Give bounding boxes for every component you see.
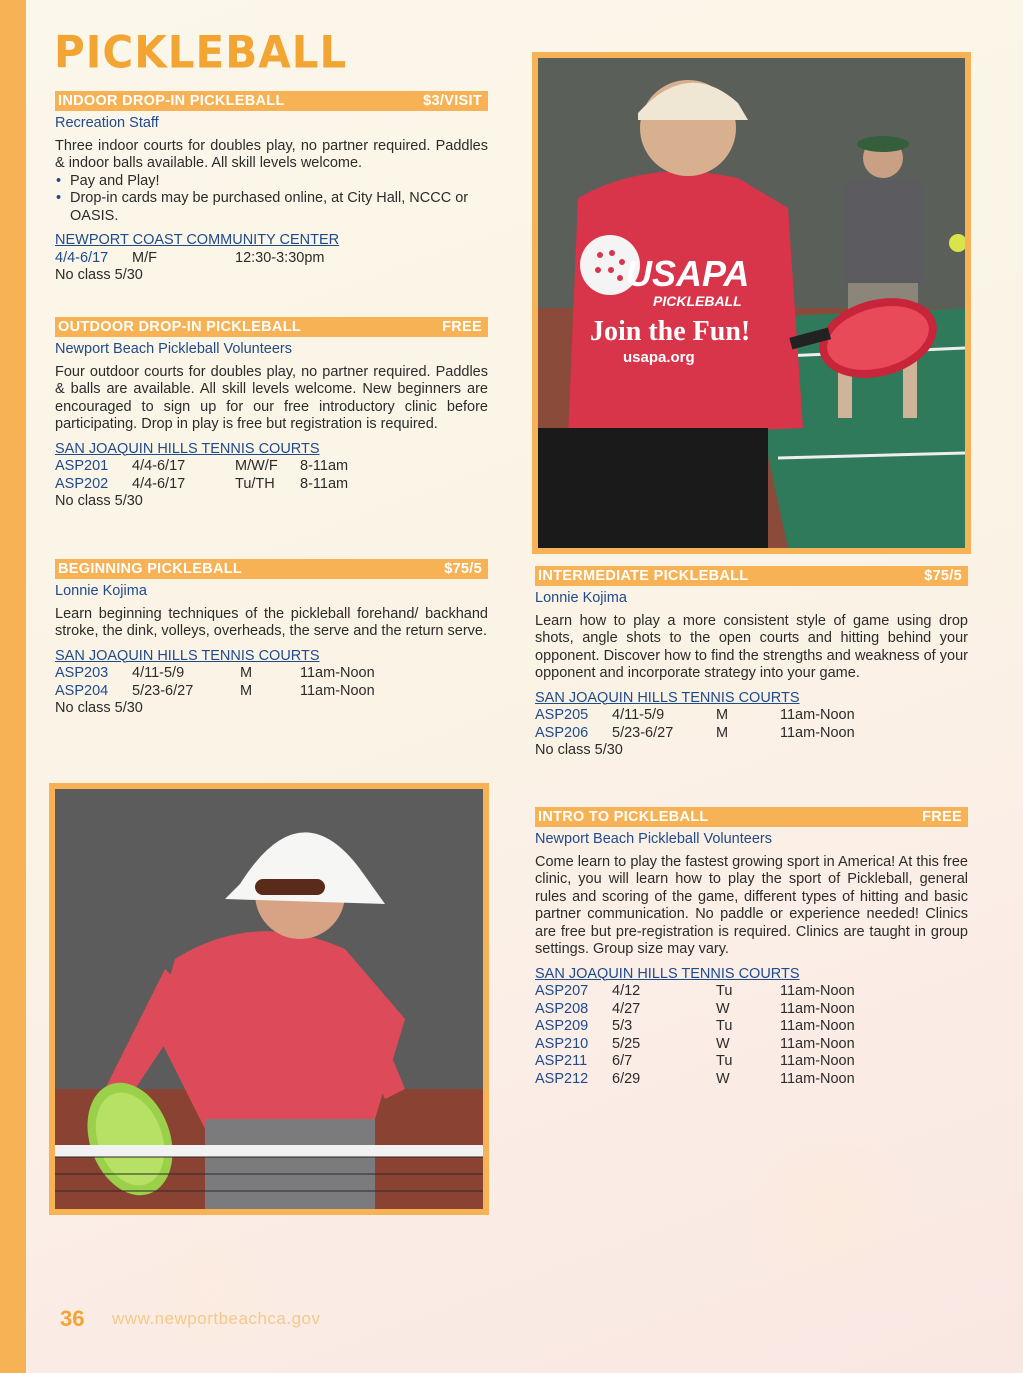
session-days: M (716, 724, 729, 741)
location-link[interactable]: NEWPORT COAST COMMUNITY CENTER (55, 232, 340, 248)
photo-woman-player (49, 783, 489, 1215)
location-link[interactable]: SAN JOAQUIN HILLS TENNIS COURTS (535, 965, 800, 982)
session-dates: 6/29 (612, 1070, 641, 1087)
session-time: 11am-Noon (780, 1053, 855, 1069)
session-dates: 5/3 (612, 1018, 633, 1034)
description: Four outdoor courts for doubles play, no partner required. Paddles & balls are available. All skill levels welcome. New beginners are encouraged to sign up for our free introductory clinic before participating. Drop in play is free but registration is required. (55, 363, 488, 432)
description: Learn beginning techniques of the pickleball forehand/ backhand stroke, the dink, volleys, overheads, the serve and the return serve. (55, 605, 488, 639)
session-time: 11am-Noon (300, 665, 375, 681)
session-dates: 4/4-6/17 (55, 249, 109, 266)
session-time: 11am-Noon (780, 724, 855, 741)
session-row (535, 725, 968, 743)
session-row (55, 250, 488, 268)
photo-usapa-scene (538, 58, 965, 548)
page-number: 36 (60, 1306, 85, 1331)
location-link[interactable]: SAN JOAQUIN HILLS TENNIS COURTS (535, 689, 800, 706)
session-row (55, 458, 488, 476)
session-code[interactable]: ASP210 (535, 1035, 589, 1052)
outdoor-dropin-section (55, 317, 488, 511)
section-header-bar (535, 807, 968, 827)
photo-woman-scene (55, 789, 483, 1209)
session-row (535, 707, 968, 725)
description: Learn how to play a more consistent style of game using drop shots, angle shots to the open courts and hitting behind your opponent. Discover how to find the strengths and weakness of your opponent and incorporate strategy into your game. (535, 612, 968, 681)
instructor: Lonnie Kojima (55, 583, 147, 599)
session-row (535, 983, 968, 1001)
session-dates: 4/27 (612, 1000, 641, 1017)
session-dates: 4/12 (612, 983, 641, 999)
session-days: M (716, 707, 729, 723)
session-code[interactable]: ASP204 (55, 682, 109, 699)
session-code[interactable]: ASP203 (55, 665, 109, 681)
session-time: 11am-Noon (780, 1035, 855, 1052)
session-code[interactable]: ASP205 (535, 707, 589, 723)
class-price: $75/5 (444, 561, 482, 577)
session-row (55, 665, 488, 683)
session-days: Tu/TH (235, 475, 275, 492)
session-days: W (716, 1000, 730, 1017)
instructor: Newport Beach Pickleball Volunteers (535, 831, 772, 847)
session-dates: 5/23-6/27 (132, 682, 194, 699)
session-code[interactable]: ASP207 (535, 983, 589, 999)
intro-section (535, 807, 968, 1088)
session-code[interactable]: ASP209 (535, 1018, 589, 1034)
shirt-brand-text: USAPA (626, 253, 750, 294)
session-days: Tu (716, 983, 733, 999)
class-price: FREE (442, 319, 482, 335)
session-time: 8-11am (300, 458, 349, 474)
shirt-sub-text: PICKLEBALL (653, 293, 742, 309)
no-class-note: No class 5/30 (55, 700, 143, 716)
session-days: M (240, 665, 253, 681)
session-time: 8-11am (300, 475, 349, 492)
class-name: INTERMEDIATE PICKLEBALL (538, 568, 749, 584)
class-name: BEGINNING PICKLEBALL (58, 561, 243, 577)
shirt-url-text: usapa.org (623, 349, 695, 366)
session-dates: 5/25 (612, 1035, 641, 1052)
session-code[interactable]: ASP206 (535, 724, 589, 741)
section-header-bar (55, 317, 488, 337)
instructor: Recreation Staff (55, 115, 159, 131)
class-name: INTRO TO PICKLEBALL (538, 809, 709, 825)
session-dates: 4/4-6/17 (132, 475, 186, 492)
session-days: M/F (132, 249, 157, 266)
instructor: Lonnie Kojima (535, 590, 627, 606)
decorative-flower (740, 1120, 920, 1300)
session-time: 11am-Noon (780, 707, 855, 723)
session-days: W (716, 1035, 730, 1052)
session-dates: 5/23-6/27 (612, 724, 674, 741)
session-time: 11am-Noon (780, 1018, 855, 1034)
session-dates: 4/11-5/9 (132, 665, 185, 681)
bullet-item: • Pay and Play! (55, 173, 488, 191)
intermediate-section (535, 566, 968, 760)
location-link[interactable]: SAN JOAQUIN HILLS TENNIS COURTS (55, 440, 320, 457)
page-title: PICKLEBALL (54, 26, 348, 79)
session-row (535, 1001, 968, 1019)
indoor-dropin-section (55, 91, 488, 285)
session-days: M (240, 682, 253, 699)
class-price: $75/5 (924, 568, 962, 584)
photo-usapa-player (532, 52, 971, 554)
session-row (535, 1071, 968, 1089)
footer-url-link[interactable]: www.newportbeachca.gov (112, 1309, 321, 1328)
location-link[interactable]: SAN JOAQUIN HILLS TENNIS COURTS (55, 647, 320, 664)
session-row (535, 1036, 968, 1054)
session-row (55, 683, 488, 701)
session-days: W (716, 1070, 730, 1087)
class-name: INDOOR DROP-IN PICKLEBALL (58, 93, 285, 109)
session-code[interactable]: ASP212 (535, 1070, 589, 1087)
session-time: 11am-Noon (780, 983, 855, 999)
session-time: 11am-Noon (780, 1000, 855, 1017)
session-dates: 4/11-5/9 (612, 707, 665, 723)
description: Three indoor courts for doubles play, no partner required. Paddles & indoor balls available. All skill levels welcome. (55, 137, 488, 171)
session-row (55, 476, 488, 494)
session-dates: 6/7 (612, 1053, 633, 1069)
decorative-flower (130, 1210, 290, 1370)
description: Come learn to play the fastest growing sport in America! At this free clinic, you will learn how to play the sport of Pickleball, general rules and scoring of the game, different types of hitting and basic partner communication. No paddle or experience needed! Clinics are free but pre-registration is required. Clinics are taught in group settings. Group size may vary. (535, 853, 968, 957)
session-days: Tu (716, 1053, 733, 1069)
class-name: OUTDOOR DROP-IN PICKLEBALL (58, 319, 302, 335)
shirt-slogan-text: Join the Fun! (590, 316, 751, 347)
beginning-section (55, 559, 488, 718)
no-class-note: No class 5/30 (55, 493, 143, 509)
session-days: M/W/F (235, 458, 278, 474)
section-header-bar (535, 566, 968, 586)
no-class-note: No class 5/30 (535, 742, 623, 758)
bullet-item: • Drop-in cards may be purchased online, at City Hall, NCCC or OASIS. (55, 190, 488, 225)
class-price: FREE (922, 809, 962, 825)
section-header-bar (55, 559, 488, 579)
session-row (535, 1018, 968, 1036)
session-days: Tu (716, 1018, 733, 1034)
class-price: $3/VISIT (423, 93, 482, 109)
session-code[interactable]: ASP208 (535, 1000, 589, 1017)
bullet-list (55, 173, 488, 226)
session-code[interactable]: ASP201 (55, 458, 109, 474)
session-dates: 4/4-6/17 (132, 458, 186, 474)
session-code[interactable]: ASP211 (535, 1053, 588, 1069)
left-accent-stripe (0, 0, 26, 1373)
no-class-note: No class 5/30 (55, 267, 143, 283)
session-time: 11am-Noon (300, 682, 375, 699)
session-time: 12:30-3:30pm (235, 249, 325, 266)
session-code[interactable]: ASP202 (55, 475, 109, 492)
session-time: 11am-Noon (780, 1070, 855, 1087)
section-header-bar (55, 91, 488, 111)
session-row (535, 1053, 968, 1071)
instructor: Newport Beach Pickleball Volunteers (55, 341, 292, 357)
